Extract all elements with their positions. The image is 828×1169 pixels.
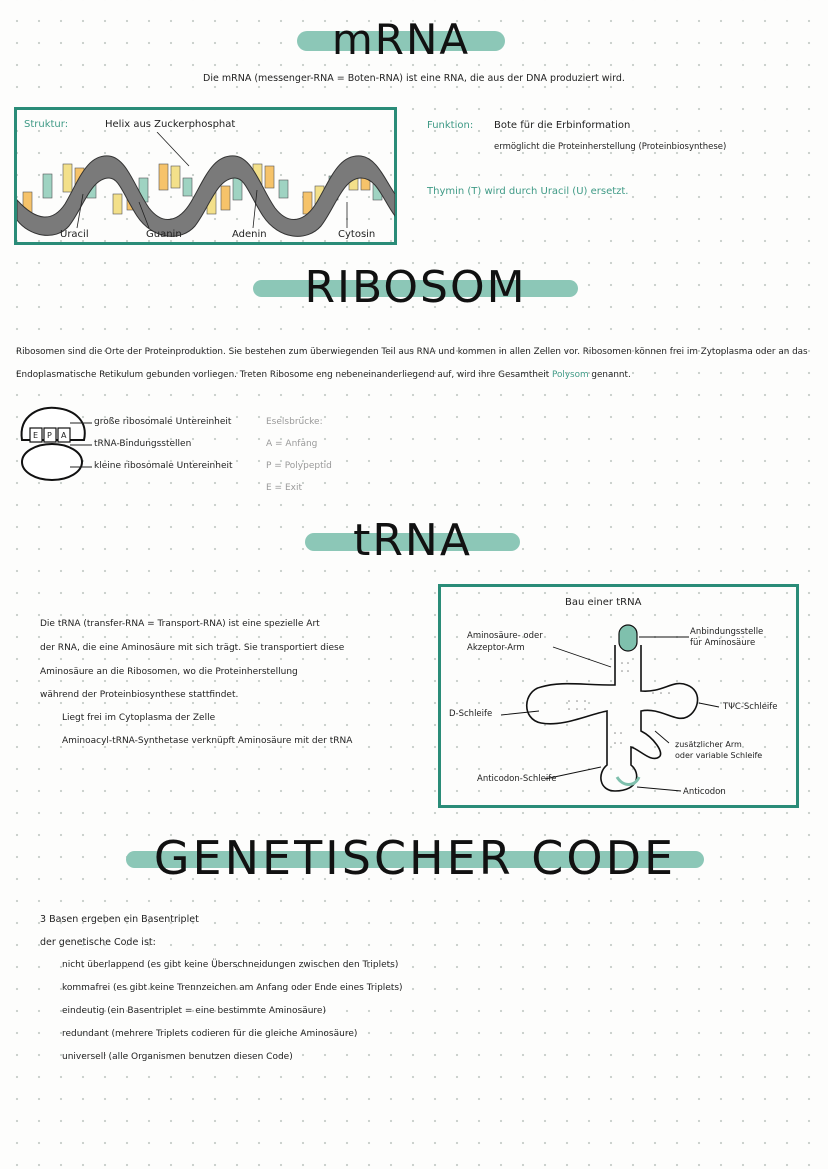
trna-text-line-4: während der Proteinbiosynthese stattfindet. (40, 690, 239, 700)
trna-label-d-loop: D-Schleife (449, 709, 493, 719)
funktion-label: Funktion: (427, 120, 474, 131)
struktur-label: Struktur: (24, 119, 69, 130)
trna-diagram-title: Bau einer tRNA (565, 597, 642, 608)
trna-text-line-5: Liegt frei im Cytoplasma der Zelle (62, 713, 216, 723)
ribosome-label-large-subunit: große ribosomale Untereinheit (94, 417, 232, 427)
trna-label-acceptor-1: Aminosäure- oder (467, 631, 543, 641)
code-title: GENETISCHER CODE (153, 831, 677, 885)
trna-label-variable-1: zusätzlicher Arm (675, 740, 742, 749)
mrna-intro: Die mRNA (messenger-RNA = Boten-RNA) ist eine RNA, die aus der DNA produziert wird. (203, 73, 625, 84)
code-item-5: universell (alle Organismen benutzen diesen Code) (62, 1052, 293, 1062)
code-item-4: redundant (mehrere Triplets codieren für die gleiche Aminosäure) (62, 1029, 358, 1039)
trna-text-line-3: Aminosäure an die Ribosomen, wo die Proteinherstellung (40, 667, 298, 677)
mnemonic-e: E = Exit (266, 483, 302, 493)
ribosome-pointer-lines (70, 415, 94, 475)
ribosome-label-small-subunit: kleine ribosomale Untereinheit (94, 461, 233, 471)
ribosom-text-line-1: Ribosomen sind die Orte der Proteinproduktion. Sie bestehen zum überwiegenden Teil aus RNA und kommen in allen Zellen vor. Ribosomen können frei im Zytoplasma oder an das (16, 347, 808, 357)
site-letter-a: A (61, 431, 67, 440)
mrna-title: mRNA (331, 15, 471, 64)
mnemonic-p: P = Polypeptid (266, 461, 332, 471)
trna-text-line-6: Aminoacyl-tRNA-Synthetase verknüpft Aminosäure mit der tRNA (62, 736, 353, 746)
trna-label-anticodon: Anticodon (683, 787, 726, 797)
trna-label-anticodon-loop: Anticodon-Schleife (477, 774, 557, 784)
ribosom-title: RIBOSOM (304, 262, 527, 313)
base-label-adenin: Adenin (232, 229, 267, 240)
code-item-3: eindeutig (ein Basentriplet = eine bestimmte Aminosäure) (62, 1006, 326, 1016)
ribosom-text-line-2 (16, 370, 631, 380)
trna-label-acceptor-2: Akzeptor-Arm (467, 643, 525, 653)
trna-title: tRNA (353, 515, 472, 566)
thymin-note: Thymin (T) wird durch Uracil (U) ersetzt. (427, 186, 629, 197)
funktion-line-2: ermöglicht die Proteinherstellung (Proteinbiosynthese) (494, 142, 727, 152)
helix-label: Helix aus Zuckerphosphat (105, 119, 236, 130)
trna-label-binding-2: für Aminosäure (690, 638, 756, 648)
trna-text-line-1: Die tRNA (transfer-RNA = Transport-RNA) ist eine spezielle Art (40, 619, 320, 629)
trna-label-variable-2: oder variable Schleife (675, 751, 763, 760)
code-line-2: der genetische Code ist: (40, 937, 156, 948)
base-label-uracil: Uracil (60, 229, 89, 240)
polysom-term: Polysom (552, 370, 589, 380)
code-item-2: kommafrei (es gibt keine Trennzeichen am Anfang oder Ende eines Triplets) (62, 983, 403, 993)
mnemonic-title: Eselsbrücke: (266, 417, 323, 427)
ribosome-label-trna-sites: tRNA-Bindungsstellen (94, 439, 192, 449)
trna-label-t-loop: TΨC-Schleife (723, 702, 778, 712)
mnemonic-a: A = Anfang (266, 439, 318, 449)
sugar-phosphate-backbone (17, 156, 395, 236)
ribosom-text-line-2-post: genannt. (591, 370, 631, 380)
site-letter-e: E (33, 431, 39, 440)
site-letter-p: P (47, 431, 52, 440)
base-label-cytosin: Cytosin (338, 229, 376, 240)
mrna-helix-drawing (17, 132, 395, 242)
code-line-1: 3 Basen ergeben ein Basentriplet (40, 914, 199, 925)
trna-label-binding-1: Anbindungsstelle (690, 627, 764, 637)
ribosom-text-line-2-pre: Endoplasmatische Retikulum gebunden vorliegen. Treten Ribosome eng nebeneinanderliegend auf, wird ihre Gesamtheit (16, 370, 550, 380)
trna-text-line-2: der RNA, die eine Aminosäure mit sich trägt. Sie transportiert diese (40, 643, 345, 653)
code-item-1: nicht überlappend (es gibt keine Überschneidungen zwischen den Triplets) (62, 960, 399, 970)
funktion-line-1: Bote für die Erbinformation (494, 120, 631, 131)
base-label-guanin: Guanin (146, 229, 182, 240)
